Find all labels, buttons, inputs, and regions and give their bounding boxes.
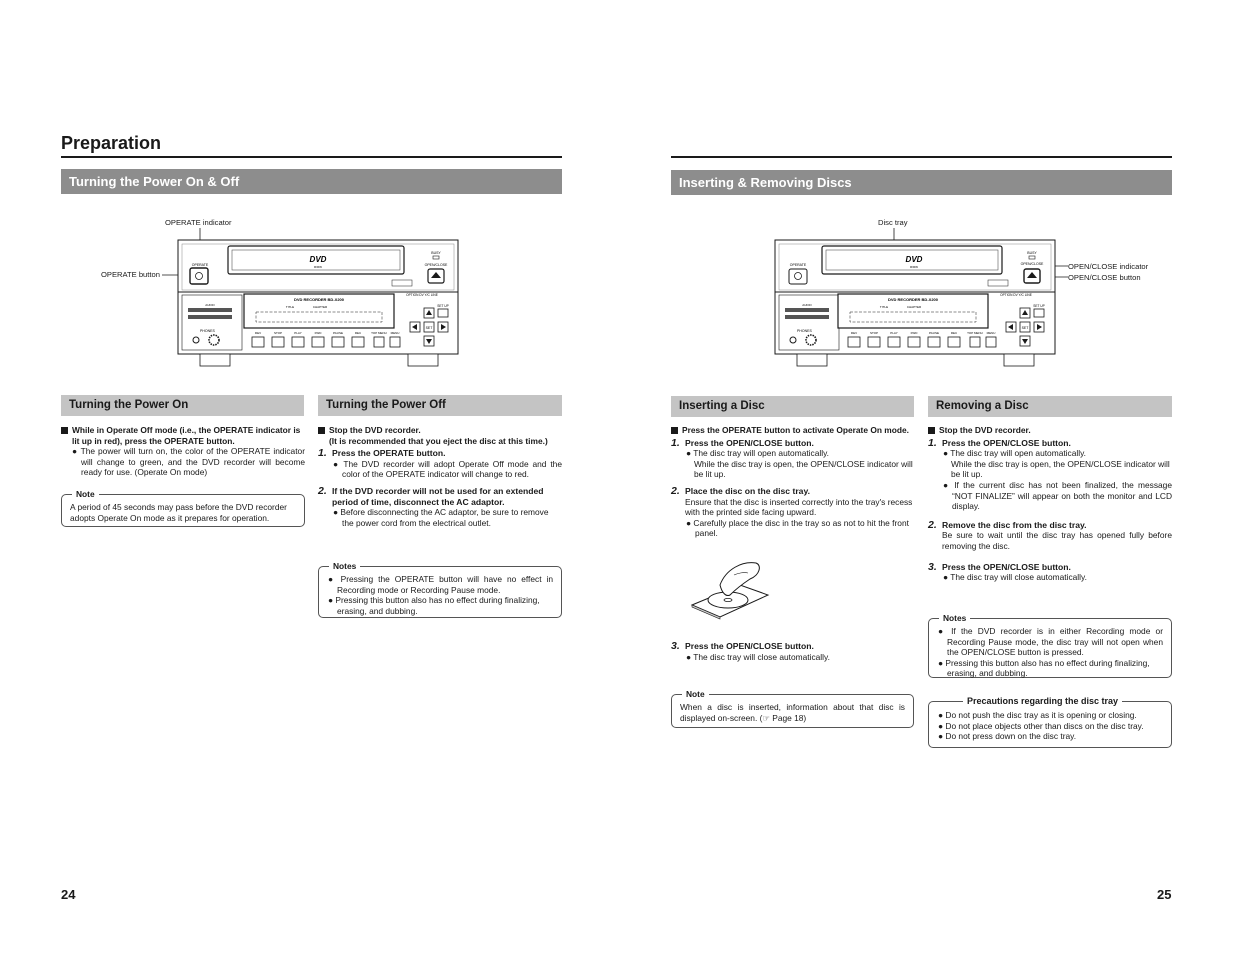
svg-text:DVD RECORDER BD-X200: DVD RECORDER BD-X200 <box>293 297 345 302</box>
note-power-on: Note A period of 45 seconds may pass before the DVD recorder adopts Operate On mode as it prepares for operation. <box>61 494 305 527</box>
svg-text:OPEN/CLOSE: OPEN/CLOSE <box>424 263 448 267</box>
svg-text:PAUSE: PAUSE <box>929 331 939 335</box>
svg-text:MENU: MENU <box>986 331 996 335</box>
notes-removing: Notes ● If the DVD recorder is in either Recording mode or Recording Pause mode, the disc tray will not open when the OPEN/CLOSE button is pressed. ● Pressing this button also has no effect during finalizing, erasing, and dubbing. <box>928 618 1172 678</box>
section-header-discs: Inserting & Removing Discs <box>671 170 1172 195</box>
callout-open-close-indicator: OPEN/CLOSE indicator <box>1068 262 1149 271</box>
power-off-body: Stop the DVD recorder. (It is recommended that you eject the disc at this time.) 1. Press the OPERATE button. ● The DVD recorder will adopt Operate Off mode and the color of the OPERATE indicator will change to red. 2. If the DVD recorder will not be used for an extended period of time, disconnect the AC adaptor. ● Before disconnecting the AC adaptor, be sure to remove the power cord from the electrical outlet. <box>318 425 562 528</box>
svg-text:OPERATE: OPERATE <box>789 263 807 267</box>
svg-text:OPEN/CLOSE: OPEN/CLOSE <box>1020 262 1044 266</box>
svg-text:STOP: STOP <box>273 331 283 335</box>
removing-body: Stop the DVD recorder. 1. Press the OPEN/CLOSE button. ● The disc tray will open automatically. While the disc tray is open, the OPEN/CLOSE indicator will be lit up. ● If the current disc has not been finalized, the message “NOT FINALIZE” will appear on both the monitor and LCD display. 2. Remove the disc from the disc tray. Be sure to wait until the disc tray has opened fully before removing the disc. 3. Press the OPEN/CLOSE button. ● The disc tray will close automatically. <box>928 425 1172 583</box>
svg-text:PLAY: PLAY <box>890 331 898 335</box>
svg-text:REV: REV <box>850 331 858 335</box>
svg-text:MENU: MENU <box>390 331 400 335</box>
notes-power-off: Notes ● Pressing the OPERATE button will have no effect in Recording mode or Recording Pause mode. ● Pressing this button also has no effect during finalizing, erasing, and dubbing. <box>318 566 562 618</box>
svg-text:SET UP: SET UP <box>1033 304 1045 308</box>
svg-text:BUSY: BUSY <box>431 251 441 255</box>
svg-text:TOP MENU: TOP MENU <box>371 331 387 335</box>
disc-insert-illustration <box>690 555 770 620</box>
callout-operate-button: OPERATE button <box>101 270 160 279</box>
callout-disc-tray: Disc tray <box>878 218 908 227</box>
svg-text:OPTION DV Y/C LINE: OPTION DV Y/C LINE <box>1000 293 1032 297</box>
subheader-removing: Removing a Disc <box>928 396 1172 417</box>
svg-text:TITLE: TITLE <box>879 305 889 309</box>
dvd-recorder-illustration-right <box>760 226 1070 371</box>
svg-text:CHAPTER: CHAPTER <box>312 305 328 309</box>
svg-text:OPERATE: OPERATE <box>191 263 209 267</box>
svg-text:STOP: STOP <box>869 331 879 335</box>
page-number-right: 25 <box>1157 887 1172 902</box>
svg-text:REV: REV <box>254 331 262 335</box>
svg-text:DVD RECORDER BD-X200: DVD RECORDER BD-X200 <box>887 297 939 302</box>
svg-text:FWD: FWD <box>910 331 918 335</box>
svg-text:R/RW: R/RW <box>910 265 918 269</box>
page-number-left: 24 <box>61 887 76 902</box>
inserting-step3: 3. Press the OPEN/CLOSE button. ● The disc tray will close automatically. <box>671 640 830 662</box>
title-rule <box>61 156 562 158</box>
subheader-power-on: Turning the Power On <box>61 395 304 416</box>
section-header-power: Turning the Power On & Off <box>61 169 562 194</box>
subheader-power-off: Turning the Power Off <box>318 395 562 416</box>
svg-text:AUDIO: AUDIO <box>802 303 812 307</box>
operate-button <box>789 269 807 284</box>
title-rule-right <box>671 156 1172 158</box>
svg-text:PLAY: PLAY <box>294 331 302 335</box>
svg-text:AUDIO: AUDIO <box>205 303 215 307</box>
svg-text:REC: REC <box>950 331 958 335</box>
svg-text:PHONES: PHONES <box>200 329 215 333</box>
callout-operate-indicator: OPERATE indicator <box>165 218 232 227</box>
svg-text:SET UP: SET UP <box>437 304 449 308</box>
svg-text:BUSY: BUSY <box>1027 251 1037 255</box>
subheader-inserting: Inserting a Disc <box>671 396 914 417</box>
recorder-body <box>178 240 458 292</box>
svg-text:CHAPTER: CHAPTER <box>906 305 922 309</box>
svg-text:SET: SET <box>425 326 433 330</box>
recorder-lower-panel <box>775 292 1055 354</box>
operate-button <box>190 268 208 284</box>
recorder-lower-panel <box>178 292 458 354</box>
inserting-body: Press the OPERATE button to activate Operate On mode. 1. Press the OPEN/CLOSE button. ● The disc tray will open automatically. While the disc tray is open, the OPEN/CLOSE indicator will be lit up. 2. Place the disc on the disc tray. Ensure that the disc is inserted correctly into the tray's recess with the printed side facing upward. ● Carefully place the disc in the tray so as not to hit the front panel. <box>671 425 913 539</box>
page-title: Preparation <box>61 133 162 153</box>
svg-text:TITLE: TITLE <box>285 305 295 309</box>
note-inserting: Note When a disc is inserted, information about that disc is displayed on-screen. (☞ Page 18) <box>671 694 914 728</box>
svg-text:REC: REC <box>354 331 362 335</box>
recorder-body <box>775 240 1055 292</box>
svg-text:TOP MENU: TOP MENU <box>967 331 983 335</box>
svg-text:SET: SET <box>1021 326 1029 330</box>
svg-text:PAUSE: PAUSE <box>333 331 343 335</box>
dvd-recorder-illustration-left <box>160 226 465 371</box>
svg-text:DVD: DVD <box>905 255 923 264</box>
svg-text:PHONES: PHONES <box>797 329 812 333</box>
svg-text:R/RW: R/RW <box>314 265 322 269</box>
callout-open-close-button: OPEN/CLOSE button <box>1068 273 1141 282</box>
power-on-body: While in Operate Off mode (i.e., the OPERATE indicator is lit up in red), press the OPERATE button. ● The power will turn on, the color of the OPERATE indicator will change to green, and the DVD recorder will become ready for use. (Operate On mode) <box>61 425 305 478</box>
svg-text:FWD: FWD <box>314 331 322 335</box>
svg-text:OPTION DV Y/C LINE: OPTION DV Y/C LINE <box>406 293 438 297</box>
dvd-logo: DVD <box>309 255 327 264</box>
precautions-box: Precautions regarding the disc tray ● Do not push the disc tray as it is opening or closing. ● Do not place objects other than discs on the disc tray. ● Do not press down on the disc tray. <box>928 701 1172 748</box>
